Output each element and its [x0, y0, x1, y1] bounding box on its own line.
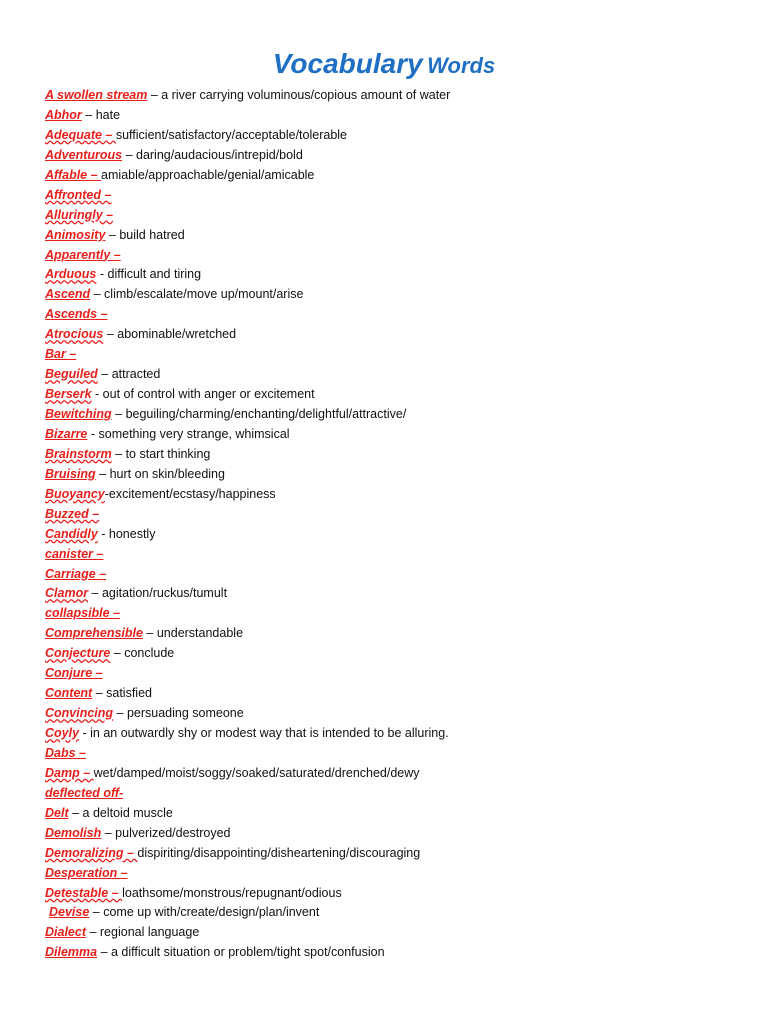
vocab-definition: – conclude [110, 646, 175, 661]
vocab-term: Atrocious [45, 327, 104, 342]
vocab-entry [45, 445, 745, 465]
vocab-entry [45, 684, 745, 704]
vocab-term: Devise [49, 905, 90, 920]
vocab-term: Convincing [45, 706, 114, 721]
vocab-definition: – daring/audacious/intrepid/bold [122, 147, 303, 162]
vocab-entry [45, 604, 745, 624]
title-word-words: Words [427, 53, 496, 78]
vocab-entry [45, 923, 745, 943]
vocab-term: Berserk [45, 387, 92, 402]
vocab-term: Bruising [45, 466, 96, 481]
vocab-entry [45, 365, 745, 385]
vocab-entry [45, 226, 745, 246]
vocab-entry [45, 624, 745, 644]
vocab-entry [45, 505, 745, 525]
vocab-definition: – pulverized/destroyed [101, 825, 231, 840]
vocab-entry [45, 265, 745, 285]
vocab-definition: – understandable [142, 626, 244, 641]
vocab-term: Abhor [45, 107, 82, 122]
vocab-entry [45, 465, 745, 485]
vocab-term: Dilemma [45, 945, 98, 960]
vocab-term: Apparently – [45, 247, 121, 262]
vocab-term: Conjecture [45, 646, 111, 661]
vocab-term: Adequate – [45, 127, 116, 142]
vocab-entry [45, 325, 745, 345]
vocab-definition: – abominable/wretched [103, 327, 237, 342]
vocab-entry [45, 565, 745, 585]
vocab-definition: dispiriting/disappointing/disheartening/discouraging [137, 845, 421, 860]
vocab-definition: - difficult and tiring [96, 267, 202, 282]
vocab-entry [45, 744, 745, 764]
page-title [0, 48, 768, 80]
vocab-term: Adventurous [45, 147, 123, 162]
vocab-term: Desperation – [45, 865, 128, 880]
vocab-definition: – come up with/create/design/plan/invent [89, 905, 320, 920]
vocab-entry [45, 943, 745, 963]
vocab-definition: – persuading someone [113, 706, 244, 721]
vocab-term: Bewitching [45, 407, 112, 421]
vocab-term: Ascends – [45, 307, 108, 322]
vocab-entry [45, 206, 745, 226]
vocab-entry [45, 824, 745, 844]
vocab-definition: amiable/approachable/genial/amicable [101, 167, 315, 182]
vocab-entry [45, 864, 745, 884]
vocab-term: Buoyancy [45, 486, 105, 501]
vocab-definition: – a deltoid muscle [68, 805, 173, 820]
vocab-term: Affronted – [45, 187, 112, 202]
vocab-term: Candidly [45, 526, 98, 541]
vocab-entry [45, 664, 745, 684]
vocab-entry [45, 844, 745, 864]
vocab-term: Animosity [45, 227, 106, 242]
vocab-entry [45, 86, 745, 106]
vocab-entry [45, 704, 745, 724]
vocab-term: Bar – [45, 347, 77, 362]
vocab-definition: – satisfied [92, 686, 152, 701]
vocab-definition: – climb/escalate/move up/mount/arise [90, 287, 304, 302]
vocab-definition: – regional language [86, 925, 200, 940]
vocab-definition: sufficient/satisfactory/acceptable/tolerable [115, 127, 348, 142]
vocab-definition: – to start thinking [111, 446, 211, 461]
vocab-term: Ascend [45, 287, 91, 302]
vocab-entry [45, 903, 745, 923]
title-word-vocabulary: Vocabulary [272, 48, 423, 79]
vocab-definition: wet/damped/moist/soggy/soaked/saturated/drenched/dewy [93, 765, 420, 780]
vocab-definition: – agitation/ruckus/tumult [88, 586, 228, 601]
vocab-entry [45, 485, 745, 505]
vocab-entry [45, 425, 745, 445]
vocab-term: Detestable – [45, 885, 123, 900]
vocab-term: Carriage – [45, 566, 107, 581]
vocab-term: Demoralizing – [45, 845, 138, 860]
vocab-term: canister – [45, 546, 104, 561]
vocab-term: Coyly [45, 726, 80, 740]
vocab-entry [45, 764, 745, 784]
vocab-entry [45, 884, 745, 904]
vocab-entry [45, 525, 745, 545]
vocab-definition: – hate [81, 107, 121, 122]
vocab-entry [45, 784, 745, 804]
vocab-term: Dabs – [45, 745, 86, 760]
vocab-entry [45, 405, 745, 425]
vocab-definition: – beguiling/charming/enchanting/delightful/attractive/ [111, 407, 407, 421]
vocab-entry [45, 345, 745, 365]
vocab-definition: – a difficult situation or problem/tight spot/confusion [97, 945, 385, 960]
vocab-term: Alluringly – [45, 207, 114, 222]
vocab-entry [45, 166, 745, 186]
vocab-entry [45, 246, 745, 266]
vocab-term: Content [45, 686, 93, 701]
vocab-term: Comprehensible [45, 626, 143, 641]
vocab-term: Beguiled [45, 367, 98, 382]
vocab-definition: - out of control with anger or excitement [91, 387, 315, 402]
vocab-entry [45, 126, 745, 146]
vocab-entry [45, 186, 745, 206]
vocab-entry [45, 724, 745, 744]
vocab-definition: - something very strange, whimsical [87, 426, 290, 441]
vocab-definition: loathsome/monstrous/repugnant/odious [122, 885, 342, 900]
vocab-term: deflected off- [45, 785, 124, 800]
vocab-entry [45, 545, 745, 565]
vocab-entry [45, 106, 745, 126]
vocab-term: Damp – [45, 765, 94, 780]
vocab-definition: – a river carrying voluminous/copious amount of water [147, 88, 451, 102]
vocab-term: Demolish [45, 825, 102, 840]
vocab-term: Buzzed – [45, 506, 100, 521]
vocab-term: Brainstorm [45, 446, 112, 461]
vocab-definition: - in an outwardly shy or modest way that is intended to be alluring. [79, 726, 449, 740]
vocab-definition: - honestly [97, 526, 156, 541]
vocab-definition: -excitement/ecstasy/happiness [104, 486, 276, 501]
vocab-definition: – hurt on skin/bleeding [95, 466, 225, 481]
vocab-term: Conjure – [45, 666, 103, 681]
vocab-term: Clamor [45, 586, 89, 601]
vocab-term: Arduous [45, 267, 97, 282]
vocab-term: Delt [45, 805, 69, 820]
vocab-entry [45, 385, 745, 405]
vocab-entry [45, 644, 745, 664]
vocab-term: Bizarre [45, 426, 88, 441]
vocabulary-list [45, 86, 745, 963]
vocab-term: Dialect [45, 925, 86, 940]
vocab-entry [45, 305, 745, 325]
vocab-term: collapsible – [45, 606, 121, 621]
vocab-entry [45, 804, 745, 824]
vocab-term: A swollen stream [45, 88, 148, 102]
vocab-definition: – build hatred [105, 227, 185, 242]
vocab-entry [45, 146, 745, 166]
vocab-definition: – attracted [97, 367, 161, 382]
vocab-entry [45, 584, 745, 604]
vocab-term: Affable – [45, 167, 102, 182]
vocab-entry [45, 285, 745, 305]
